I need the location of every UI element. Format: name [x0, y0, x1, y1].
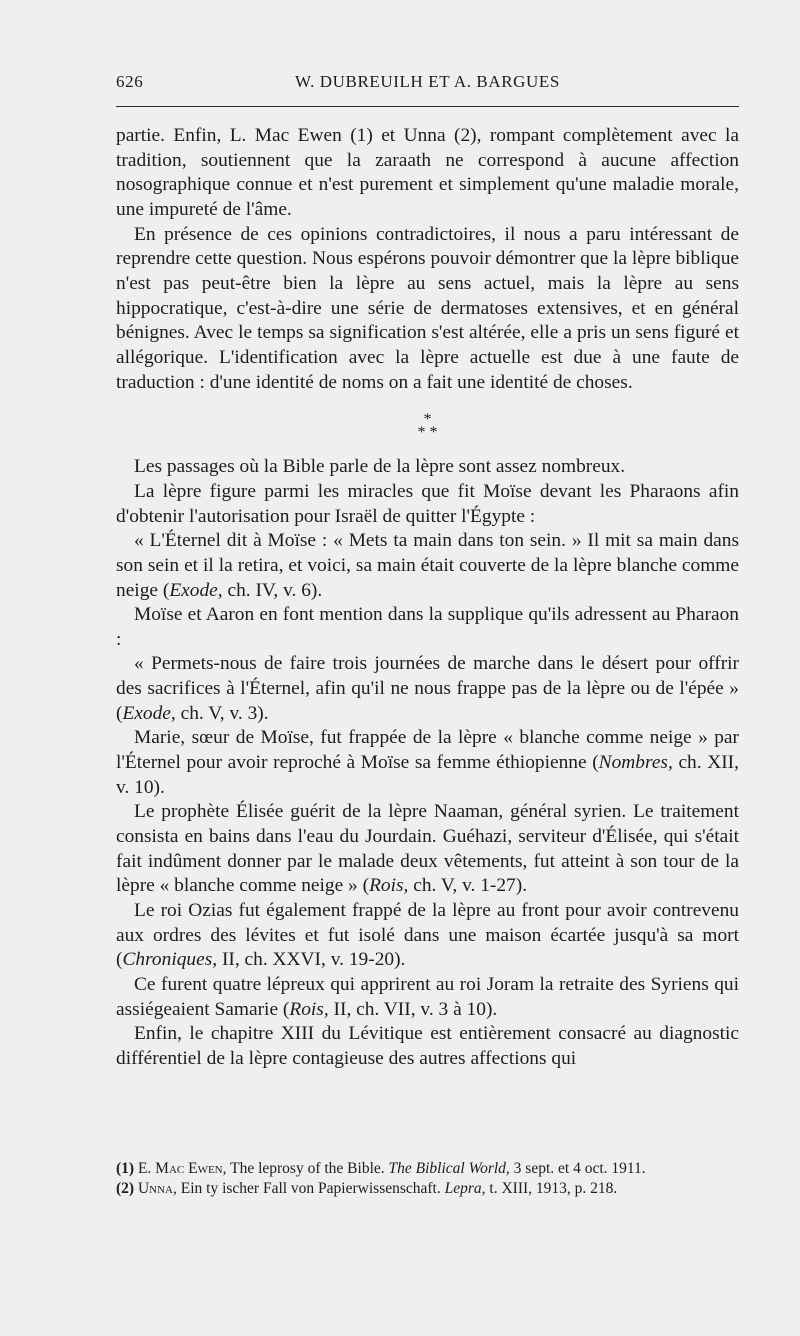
- section-separator: [116, 395, 739, 455]
- citation-title: Chroniques,: [122, 949, 218, 971]
- paragraph: « Permets-nous de faire trois journées de marche dans le désert pour offrir des sacrifices à l'Éternel, afin qu'il ne nous frappe pas de la lèpre ou de l'épée » (Exode, ch. V, v. 3).: [116, 653, 739, 724]
- citation-ref: ch. V, v. 3).: [175, 702, 269, 724]
- paragraph: Ce furent quatre lépreux qui apprirent au roi Joram la retraite des Syriens qui assiégeaient Samarie (Rois, II, ch. VII, v. 3 à 10).: [116, 974, 739, 1020]
- footnote-1: [116, 1160, 739, 1178]
- asterisk-top: *: [423, 411, 432, 429]
- citation-ref: II, ch. VII, v. 3 à 10).: [328, 998, 498, 1020]
- paragraph-text: Le prophète Élisée guérit de la lèpre Naaman, général syrien. Le traitement consista en bains dans l'eau du Jourdain. Guéhazi, serviteur d'Élisée, qui s'était fait indûment donner par le malade deux vêtements, fut atteint à son tour de la lèpre « blanche comme neige »: [116, 801, 739, 897]
- citation-title: Rois,: [369, 875, 409, 897]
- footnote-title: Ein ty ischer Fall von Papierwissenschaft.: [176, 1180, 445, 1197]
- quote-text: « Permets-nous de faire trois journées de marche dans le désert pour offrir des sacrifices à l'Éternel, afin qu'il ne nous frappe pas de la lèpre ou de l'épée »: [116, 653, 739, 700]
- paragraph: « L'Éternel dit à Moïse : « Mets ta main dans ton sein. » Il mit sa main dans son sein et il la retira, et voici, sa main était couverte de la lèpre blanche comme neige (Exode, ch. IV, v. 6).: [116, 530, 739, 601]
- citation-ref: II, ch. XXVI, v. 19-20).: [217, 949, 406, 971]
- running-title: W. DUBREUILH ET A. BARGUES: [295, 72, 560, 91]
- paragraph-text: Marie, sœur de Moïse, fut frappée de la lèpre « blanche comme neige » par l'Éternel pour avoir reproché à Moïse sa femme éthiopienne: [116, 727, 739, 774]
- paragraph: Les passages où la Bible parle de la lèpre sont assez nombreux.: [134, 456, 626, 478]
- footnote-number: (2): [116, 1180, 135, 1197]
- paragraph: Le roi Ozias fut également frappé de la lèpre au front pour avoir contrevenu aux ordres des lévites et fut isolé dans une maison écartée jusqu'à sa mort (Chroniques, II, ch. XXVI, v. 19-20).: [116, 900, 739, 971]
- footnote-date: 3 sept. et 4 oct. 1911.: [509, 1160, 646, 1177]
- footnote-author: E. Mac Ewen,: [137, 1160, 227, 1177]
- page-header: [116, 72, 739, 98]
- body-text: [116, 124, 739, 1072]
- quote-text: « L'Éternel dit à Moïse : « Mets ta main dans ton sein. » Il mit sa main dans son sein et il la retira, et voici, sa main était couverte de la lèpre blanche comme neige: [116, 530, 739, 601]
- page-number: 626: [116, 72, 144, 91]
- footnote-journal: The Biblical World,: [388, 1160, 510, 1177]
- footnote-2: [116, 1180, 739, 1198]
- citation-ref: ch. XII, v. 10).: [116, 752, 739, 798]
- footnote-title: The leprosy of the Bible.: [226, 1160, 389, 1177]
- footnote-date: t. XIII, 1913, p. 218.: [485, 1180, 618, 1197]
- paragraph: partie. Enfin, L. Mac Ewen (1) et Unna (2), rompant complètement avec la tradition, soutiennent que la zaraath ne correspond à aucune affection nosographique connue et n'est purement et simplement qu'une maladie morale, une impureté de l'âme.: [116, 125, 739, 220]
- footnotes: [116, 1160, 739, 1200]
- citation-title: Nombres,: [598, 752, 673, 774]
- paragraph: En présence de ces opinions contradictoires, il nous a paru intéressant de reprendre cette question. Nous espérons pouvoir démontrer que la lèpre biblique n'est pas peut-être bien la lèpre au sens actuel, mais la lèpre au sens hippocratique, c'est-à-dire une série de dermatoses extensives, et en général bénignes. Avec le temps sa signification s'est altérée, elle a pris un sens figuré et allégorique. L'identification avec la lèpre actuelle est due à une faute de traduction : d'une identité de noms on a fait une identité de choses.: [116, 223, 739, 393]
- citation-title: Rois,: [289, 998, 329, 1020]
- paragraph-text: Le roi Ozias fut également frappé de la lèpre au front pour avoir contrevenu aux ordres des lévites et fut isolé dans une maison écartée jusqu'à sa mort: [116, 900, 739, 946]
- paragraph-text: Ce furent quatre lépreux qui apprirent au roi Joram la retraite des Syriens qui assiégeaient Samarie: [116, 974, 739, 1020]
- asterisk-bottom: * *: [417, 424, 438, 442]
- paragraph: Marie, sœur de Moïse, fut frappée de la lèpre « blanche comme neige » par l'Éternel pour avoir reproché à Moïse sa femme éthiopienne (Nombres, ch. XII, v. 10).: [116, 727, 739, 798]
- citation-title: Exode,: [122, 702, 176, 724]
- paragraph: Enfin, le chapitre XIII du Lévitique est entièrement consacré au diagnostic différentiel de la lèpre contagieuse des autres affections qui: [116, 1023, 739, 1069]
- footnote-number: (1): [116, 1160, 135, 1177]
- header-rule: [116, 106, 739, 107]
- citation-ref: ch. IV, v. 6).: [222, 579, 323, 601]
- paragraph: La lèpre figure parmi les miracles que fit Moïse devant les Pharaons afin d'obtenir l'autorisation pour Israël de quitter l'Égypte :: [116, 480, 739, 527]
- paragraph: Moïse et Aaron en font mention dans la supplique qu'ils adressent au Pharaon :: [116, 604, 739, 650]
- citation-title: Exode,: [169, 579, 223, 601]
- footnote-author: Unna,: [137, 1180, 177, 1197]
- citation-ref: ch. V, v. 1-27).: [408, 875, 528, 897]
- paragraph: Le prophète Élisée guérit de la lèpre Naaman, général syrien. Le traitement consista en bains dans l'eau du Jourdain. Guéhazi, serviteur d'Élisée, qui s'était fait indûment donner par le malade deux vêtements, fut atteint à son tour de la lèpre « blanche comme neige » (Rois, ch. V, v. 1-27).: [116, 801, 739, 897]
- footnote-journal: Lepra,: [444, 1180, 486, 1197]
